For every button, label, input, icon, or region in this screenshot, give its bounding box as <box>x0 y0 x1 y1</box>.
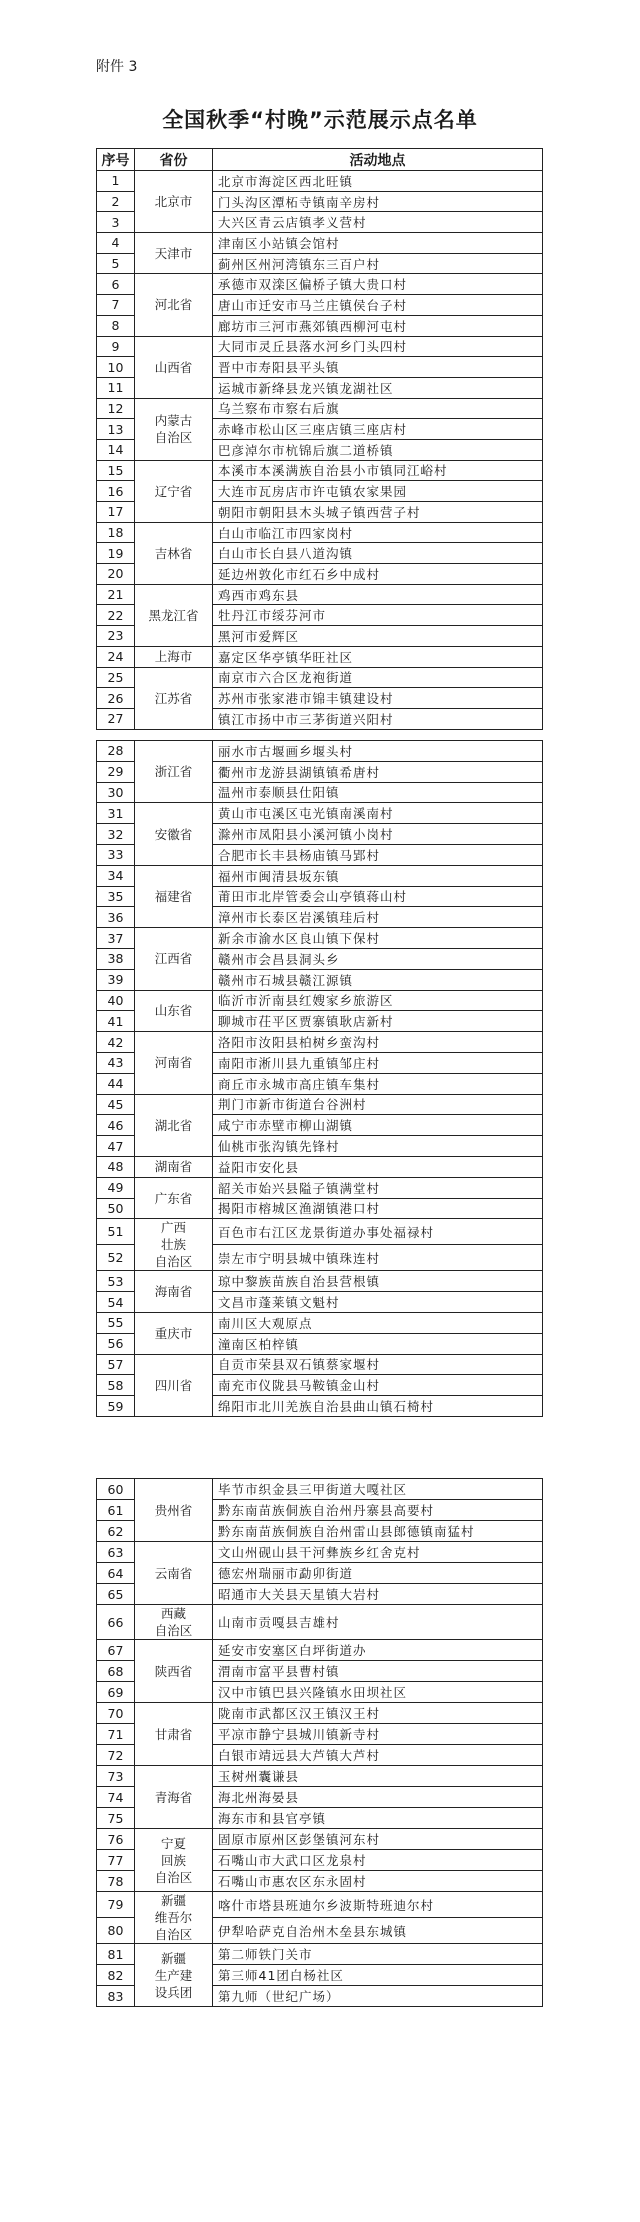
province-cell: 陕西省 <box>135 1640 213 1703</box>
row-number: 62 <box>97 1521 135 1542</box>
table-row <box>97 336 543 357</box>
location-cell: 第三师41团白杨社区 <box>213 1965 543 1986</box>
location-cell: 德宏州瑞丽市勐卯街道 <box>213 1563 543 1584</box>
province-cell: 甘肃省 <box>135 1703 213 1766</box>
row-number: 51 <box>97 1219 135 1245</box>
location-cell: 绵阳市北川羌族自治县曲山镇石椅村 <box>213 1396 543 1417</box>
table-row <box>97 398 543 419</box>
province-cell: 上海市 <box>135 646 213 667</box>
table-row <box>97 865 543 886</box>
table-row <box>97 646 543 667</box>
row-number: 21 <box>97 584 135 605</box>
location-cell: 毕节市织金县三甲街道大嘎社区 <box>213 1479 543 1500</box>
location-cell: 莆田市北岸管委会山亭镇蒋山村 <box>213 886 543 907</box>
location-cell: 商丘市永城市高庄镇车集村 <box>213 1073 543 1094</box>
location-cell: 文山州砚山县干河彝族乡红舍克村 <box>213 1542 543 1563</box>
row-number: 13 <box>97 419 135 440</box>
row-number: 7 <box>97 295 135 316</box>
location-cell: 海东市和县官亭镇 <box>213 1808 543 1829</box>
row-number: 31 <box>97 803 135 824</box>
location-cell: 伊犁哈萨克自治州木垒县东城镇 <box>213 1918 543 1944</box>
row-number: 9 <box>97 336 135 357</box>
location-cell: 陇南市武都区汉王镇汉王村 <box>213 1703 543 1724</box>
table-row <box>97 1605 543 1640</box>
location-cell: 潼南区柏梓镇 <box>213 1333 543 1354</box>
table-row <box>97 1094 543 1115</box>
location-cell: 南阳市淅川县九重镇邹庄村 <box>213 1052 543 1073</box>
location-cell: 丽水市古堰画乡堰头村 <box>213 741 543 762</box>
location-cell: 黔东南苗族侗族自治州丹寨县高要村 <box>213 1500 543 1521</box>
province-cell: 江西省 <box>135 928 213 990</box>
table-row <box>97 803 543 824</box>
table-row <box>97 741 543 762</box>
province-cell: 内蒙古 自治区 <box>135 398 213 460</box>
location-cell: 津南区小站镇会馆村 <box>213 233 543 254</box>
row-number: 39 <box>97 969 135 990</box>
location-cell: 荆门市新市街道台谷洲村 <box>213 1094 543 1115</box>
header-province: 省份 <box>135 149 213 171</box>
roster-table <box>96 148 543 730</box>
row-number: 63 <box>97 1542 135 1563</box>
location-cell: 温州市泰顺县仕阳镇 <box>213 782 543 803</box>
row-number: 77 <box>97 1850 135 1871</box>
row-number: 81 <box>97 1944 135 1965</box>
row-number: 14 <box>97 439 135 460</box>
row-number: 64 <box>97 1563 135 1584</box>
location-cell: 喀什市塔县班迪尔乡波斯特班迪尔村 <box>213 1892 543 1918</box>
location-cell: 琼中黎族苗族自治县营根镇 <box>213 1271 543 1292</box>
row-number: 82 <box>97 1965 135 1986</box>
location-cell: 朝阳市朝阳县木头城子镇西营子村 <box>213 502 543 523</box>
location-cell: 鸡西市鸡东县 <box>213 584 543 605</box>
location-cell: 漳州市长泰区岩溪镇珪后村 <box>213 907 543 928</box>
province-cell: 福建省 <box>135 865 213 927</box>
row-number: 22 <box>97 605 135 626</box>
location-cell: 白银市靖远县大芦镇大芦村 <box>213 1745 543 1766</box>
location-cell: 延边州敦化市红石乡中成村 <box>213 564 543 585</box>
location-cell: 汉中市镇巴县兴隆镇水田坝社区 <box>213 1682 543 1703</box>
row-number: 10 <box>97 357 135 378</box>
province-cell: 河北省 <box>135 274 213 336</box>
province-cell: 北京市 <box>135 171 213 233</box>
province-cell: 西藏 自治区 <box>135 1605 213 1640</box>
location-cell: 自贡市荣县双石镇蔡家堰村 <box>213 1354 543 1375</box>
table-row <box>97 1542 543 1563</box>
location-cell: 运城市新绛县龙兴镇龙湖社区 <box>213 377 543 398</box>
province-cell: 宁夏 回族 自治区 <box>135 1829 213 1892</box>
location-cell: 渭南市富平县曹村镇 <box>213 1661 543 1682</box>
location-cell: 滁州市凤阳县小溪河镇小岗村 <box>213 824 543 845</box>
row-number: 36 <box>97 907 135 928</box>
location-cell: 延安市安塞区白坪街道办 <box>213 1640 543 1661</box>
location-cell: 百色市右江区龙景街道办事处福禄村 <box>213 1219 543 1245</box>
table-row <box>97 1219 543 1245</box>
location-cell: 北京市海淀区西北旺镇 <box>213 171 543 192</box>
row-number: 19 <box>97 543 135 564</box>
row-number: 55 <box>97 1312 135 1333</box>
location-cell: 玉树州囊谦县 <box>213 1766 543 1787</box>
row-number: 46 <box>97 1115 135 1136</box>
province-cell: 安徽省 <box>135 803 213 865</box>
location-cell: 嘉定区华亭镇华旺社区 <box>213 646 543 667</box>
table-row <box>97 1703 543 1724</box>
location-cell: 大兴区青云店镇孝义营村 <box>213 212 543 233</box>
table-row <box>97 928 543 949</box>
location-cell: 韶关市始兴县隘子镇满堂村 <box>213 1177 543 1198</box>
row-number: 35 <box>97 886 135 907</box>
row-number: 66 <box>97 1605 135 1640</box>
province-cell: 湖北省 <box>135 1094 213 1156</box>
row-number: 1 <box>97 171 135 192</box>
row-number: 72 <box>97 1745 135 1766</box>
row-number: 50 <box>97 1198 135 1219</box>
row-number: 78 <box>97 1871 135 1892</box>
location-cell: 黔东南苗族侗族自治州雷山县郎德镇南猛村 <box>213 1521 543 1542</box>
header-no: 序号 <box>97 149 135 171</box>
row-number: 68 <box>97 1661 135 1682</box>
location-cell: 镇江市扬中市三茅街道兴阳村 <box>213 708 543 729</box>
location-cell: 本溪市本溪满族自治县小市镇同江峪村 <box>213 460 543 481</box>
location-cell: 揭阳市榕城区渔湖镇港口村 <box>213 1198 543 1219</box>
row-number: 25 <box>97 667 135 688</box>
location-cell: 益阳市安化县 <box>213 1156 543 1177</box>
row-number: 20 <box>97 564 135 585</box>
location-cell: 门头沟区潭柘寺镇南辛房村 <box>213 191 543 212</box>
row-number: 73 <box>97 1766 135 1787</box>
location-cell: 山南市贡嘎县吉雄村 <box>213 1605 543 1640</box>
roster-table <box>96 1478 543 2007</box>
location-cell: 承德市双滦区偏桥子镇大贵口村 <box>213 274 543 295</box>
row-number: 56 <box>97 1333 135 1354</box>
table-row <box>97 522 543 543</box>
location-cell: 平凉市静宁县城川镇新寺村 <box>213 1724 543 1745</box>
roster-table <box>96 740 543 1417</box>
table-row <box>97 1944 543 1965</box>
row-number: 83 <box>97 1986 135 2007</box>
row-number: 41 <box>97 1011 135 1032</box>
location-cell: 昭通市大关县天星镇大岩村 <box>213 1584 543 1605</box>
location-cell: 第二师铁门关市 <box>213 1944 543 1965</box>
province-cell: 新疆 维吾尔 自治区 <box>135 1892 213 1944</box>
table-row <box>97 274 543 295</box>
row-number: 16 <box>97 481 135 502</box>
location-cell: 南川区大观原点 <box>213 1312 543 1333</box>
row-number: 45 <box>97 1094 135 1115</box>
location-cell: 赣州市会昌县洞头乡 <box>213 948 543 969</box>
province-cell: 天津市 <box>135 233 213 274</box>
location-cell: 海北州海晏县 <box>213 1787 543 1808</box>
province-cell: 黑龙江省 <box>135 584 213 646</box>
table-row <box>97 1312 543 1333</box>
row-number: 2 <box>97 191 135 212</box>
province-cell: 广东省 <box>135 1177 213 1219</box>
table-row <box>97 233 543 254</box>
table-row <box>97 1479 543 1500</box>
location-cell: 固原市原州区彭堡镇河东村 <box>213 1829 543 1850</box>
row-number: 60 <box>97 1479 135 1500</box>
location-cell: 大连市瓦房店市许屯镇农家果园 <box>213 481 543 502</box>
table-row <box>97 584 543 605</box>
row-number: 4 <box>97 233 135 254</box>
row-number: 34 <box>97 865 135 886</box>
location-cell: 乌兰察布市察右后旗 <box>213 398 543 419</box>
location-cell: 廊坊市三河市燕郊镇西柳河屯村 <box>213 315 543 336</box>
row-number: 59 <box>97 1396 135 1417</box>
location-cell: 第九师（世纪广场） <box>213 1986 543 2007</box>
location-cell: 南京市六合区龙袍街道 <box>213 667 543 688</box>
location-cell: 白山市临江市四家岗村 <box>213 522 543 543</box>
province-cell: 新疆 生产建 设兵团 <box>135 1944 213 2007</box>
location-cell: 文昌市蓬莱镇文魁村 <box>213 1292 543 1313</box>
location-cell: 黄山市屯溪区屯光镇南溪南村 <box>213 803 543 824</box>
province-cell: 海南省 <box>135 1271 213 1313</box>
row-number: 67 <box>97 1640 135 1661</box>
row-number: 75 <box>97 1808 135 1829</box>
province-cell: 山西省 <box>135 336 213 398</box>
row-number: 70 <box>97 1703 135 1724</box>
table-row <box>97 1892 543 1918</box>
province-cell: 河南省 <box>135 1032 213 1094</box>
row-number: 52 <box>97 1245 135 1271</box>
province-cell: 云南省 <box>135 1542 213 1605</box>
location-cell: 咸宁市赤壁市柳山湖镇 <box>213 1115 543 1136</box>
table-row <box>97 1271 543 1292</box>
province-cell: 贵州省 <box>135 1479 213 1542</box>
row-number: 80 <box>97 1918 135 1944</box>
location-cell: 晋中市寿阳县平头镇 <box>213 357 543 378</box>
table-row <box>97 171 543 192</box>
table-header-row <box>97 149 543 171</box>
location-cell: 崇左市宁明县城中镇珠连村 <box>213 1245 543 1271</box>
row-number: 49 <box>97 1177 135 1198</box>
row-number: 18 <box>97 522 135 543</box>
row-number: 69 <box>97 1682 135 1703</box>
province-cell: 青海省 <box>135 1766 213 1829</box>
row-number: 3 <box>97 212 135 233</box>
location-cell: 白山市长白县八道沟镇 <box>213 543 543 564</box>
location-cell: 巴彦淖尔市杭锦后旗二道桥镇 <box>213 439 543 460</box>
location-cell: 南充市仪陇县马鞍镇金山村 <box>213 1375 543 1396</box>
row-number: 12 <box>97 398 135 419</box>
row-number: 58 <box>97 1375 135 1396</box>
province-cell: 辽宁省 <box>135 460 213 522</box>
row-number: 37 <box>97 928 135 949</box>
row-number: 15 <box>97 460 135 481</box>
row-number: 29 <box>97 761 135 782</box>
location-cell: 新余市渝水区良山镇下保村 <box>213 928 543 949</box>
province-cell: 吉林省 <box>135 522 213 584</box>
table-row <box>97 990 543 1011</box>
table-row <box>97 1766 543 1787</box>
row-number: 48 <box>97 1156 135 1177</box>
row-number: 24 <box>97 646 135 667</box>
row-number: 71 <box>97 1724 135 1745</box>
row-number: 6 <box>97 274 135 295</box>
location-cell: 仙桃市张沟镇先锋村 <box>213 1136 543 1157</box>
row-number: 57 <box>97 1354 135 1375</box>
table-row <box>97 1829 543 1850</box>
table-row <box>97 1640 543 1661</box>
province-cell: 广西 壮族 自治区 <box>135 1219 213 1271</box>
table-row <box>97 1032 543 1053</box>
row-number: 38 <box>97 948 135 969</box>
page-title: 全国秋季“村晚”示范展示点名单 <box>162 108 478 132</box>
location-cell: 洛阳市汝阳县柏树乡蛮沟村 <box>213 1032 543 1053</box>
location-cell: 赣州市石城县赣江源镇 <box>213 969 543 990</box>
row-number: 11 <box>97 377 135 398</box>
table-row <box>97 460 543 481</box>
row-number: 8 <box>97 315 135 336</box>
row-number: 26 <box>97 688 135 709</box>
table-row <box>97 1354 543 1375</box>
row-number: 40 <box>97 990 135 1011</box>
location-cell: 衢州市龙游县湖镇镇希唐村 <box>213 761 543 782</box>
row-number: 32 <box>97 824 135 845</box>
province-cell: 四川省 <box>135 1354 213 1416</box>
province-cell: 湖南省 <box>135 1156 213 1177</box>
location-cell: 临沂市沂南县红嫂家乡旅游区 <box>213 990 543 1011</box>
row-number: 17 <box>97 502 135 523</box>
row-number: 30 <box>97 782 135 803</box>
attachment-label: 附件 3 <box>96 59 138 75</box>
location-cell: 合肥市长丰县杨庙镇马郢村 <box>213 844 543 865</box>
row-number: 42 <box>97 1032 135 1053</box>
location-cell: 苏州市张家港市锦丰镇建设村 <box>213 688 543 709</box>
row-number: 65 <box>97 1584 135 1605</box>
row-number: 54 <box>97 1292 135 1313</box>
row-number: 79 <box>97 1892 135 1918</box>
row-number: 61 <box>97 1500 135 1521</box>
province-cell: 重庆市 <box>135 1312 213 1354</box>
row-number: 28 <box>97 741 135 762</box>
table-row <box>97 667 543 688</box>
location-cell: 蓟州区州河湾镇东三百户村 <box>213 253 543 274</box>
location-cell: 石嘴山市惠农区东永固村 <box>213 1871 543 1892</box>
location-cell: 黑河市爱辉区 <box>213 626 543 647</box>
row-number: 44 <box>97 1073 135 1094</box>
province-cell: 山东省 <box>135 990 213 1032</box>
location-cell: 唐山市迁安市马兰庄镇侯台子村 <box>213 295 543 316</box>
table-row <box>97 1177 543 1198</box>
row-number: 43 <box>97 1052 135 1073</box>
province-cell: 浙江省 <box>135 741 213 803</box>
province-cell: 江苏省 <box>135 667 213 729</box>
location-cell: 福州市闽清县坂东镇 <box>213 865 543 886</box>
row-number: 53 <box>97 1271 135 1292</box>
location-cell: 石嘴山市大武口区龙泉村 <box>213 1850 543 1871</box>
row-number: 5 <box>97 253 135 274</box>
row-number: 23 <box>97 626 135 647</box>
row-number: 74 <box>97 1787 135 1808</box>
row-number: 33 <box>97 844 135 865</box>
table-row <box>97 1156 543 1177</box>
location-cell: 聊城市茌平区贾寨镇耿店新村 <box>213 1011 543 1032</box>
row-number: 47 <box>97 1136 135 1157</box>
location-cell: 牡丹江市绥芬河市 <box>213 605 543 626</box>
location-cell: 赤峰市松山区三座店镇三座店村 <box>213 419 543 440</box>
row-number: 27 <box>97 708 135 729</box>
location-cell: 大同市灵丘县落水河乡门头四村 <box>213 336 543 357</box>
row-number: 76 <box>97 1829 135 1850</box>
header-location: 活动地点 <box>213 149 543 171</box>
